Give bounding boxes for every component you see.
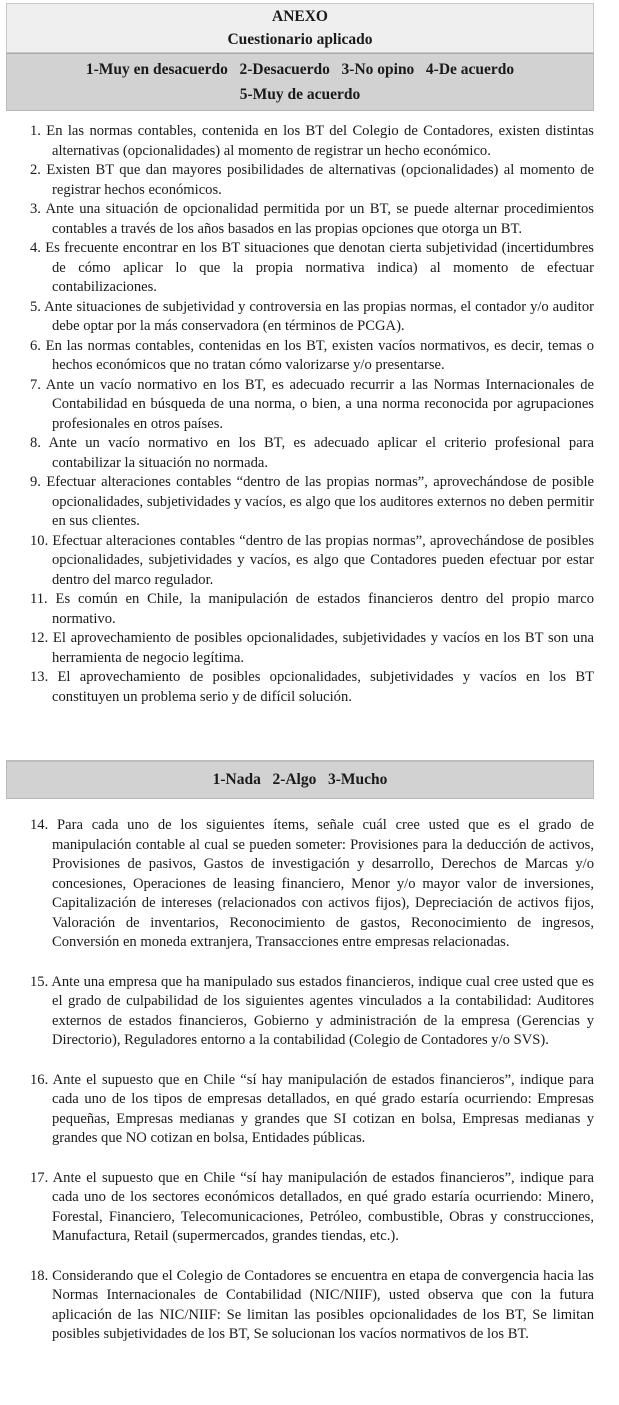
annex-title: ANEXO [272, 8, 328, 25]
question-1: 1. En las normas contables, contenida en los BT del Colegio de Contadores, existen distintas alternativas (opcionalidades) al momento de registrar un hecho económico. [30, 123, 594, 159]
annex-header [6, 3, 594, 111]
question-11: 11. Es común en Chile, la manipulación de estados financieros dentro del propio marco normativo. [30, 591, 594, 627]
question-15: 15. Ante una empresa que ha manipulado sus estados financieros, indique cual cree usted que es el grado de culpabilidad de los siguientes agentes vinculados a la contabilidad: Auditores externos de estados financieros, Gobierno y administración de la empresa (Gerencias y Directorio), Reguladores entorno a la contabilidad (Colegio de Contadores y/o SVS). [30, 973, 594, 1048]
degree-scale: 1-Nada 2-Algo 3-Mucho [212, 771, 388, 788]
question-8: 8. Ante un vacío normativo en los BT, es adecuado aplicar el criterio profesional para contabilizar la situación no normada. [30, 435, 594, 471]
question-13: 13. El aprovechamiento de posibles opcionalidades, subjetividades y vacíos en los BT constituyen un problema serio y de difícil solución. [30, 669, 594, 705]
questionnaire-subtitle: Cuestionario aplicado [227, 31, 373, 48]
question-12: 12. El aprovechamiento de posibles opcionalidades, subjetividades y vacíos en los BT son una herramienta de negocio legítima. [30, 630, 594, 666]
question-18: 18. Considerando que el Colegio de Contadores se encuentra en etapa de convergencia hacia las Normas Internacionales de Contabilidad (NIC/NIIF), usted observa que con la futura aplicación de las NIC/NIIF: Se limitan las posibles opcionalidades de los BT, Se limitan posibles subjetividades de los BT, Se solucionan los vacíos normativos de los BT. [30, 1267, 594, 1342]
question-2: 2. Existen BT que dan mayores posibilidades de alternativas (opcionalidades) al momento de registrar hechos económicos. [30, 162, 594, 198]
question-9: 9. Efectuar alteraciones contables “dentro de las propias normas”, aprovechándose de posible opcionalidades, subjetividades y vacíos, es algo que los auditores externos no deben permitir en sus clientes. [30, 474, 594, 529]
questions-section-1 [28, 122, 594, 707]
question-3: 3. Ante una situación de opcionalidad permitida por un BT, se puede alternar procedimientos contables a través de los años basados en las propias opciones que otorga un BT. [30, 201, 594, 237]
question-6: 6. En las normas contables, contenidas en los BT, existen vacíos normativos, es decir, temas o hechos económicos que no tratan cómo valorizarse y/o presentarse. [30, 337, 594, 373]
degree-scale-box [6, 760, 594, 799]
question-17: 17. Ante el supuesto que en Chile “sí hay manipulación de estados financieros”, indique para cada uno de los sectores económicos detallados, en qué grado estaría ocurriendo: Minero, Forestal, Financiero, Telecomunicaciones, Petróleo, combustible, Obras y construcciones, Manufactura, Retail (supermercados, grandes tiendas, etc.). [30, 1169, 594, 1244]
question-14: 14. Para cada uno de los siguientes ítems, señale cuál cree usted que es el grado de manipulación contable al cual se pueden someter: Provisiones para la deducción de activos, Provisiones de pasivos, Gastos de investigación y desarrollo, Derechos de Marcas y/o concesiones, Operaciones de leasing financiero, Menor y/o mayor valor de inversiones, Capitalización de intereses (relacionados con activos fijos), Depreciación de activos fijos, Valoración de inventarios, Reconocimiento de gastos, Reconocimiento de ingresos, Conversión en moneda extranjera, Transacciones entre empresas relacionadas. [30, 817, 594, 950]
likert-scale-box [6, 53, 594, 111]
likert-scale-line-2: 5-Muy de acuerdo [239, 86, 361, 103]
question-16: 16. Ante el supuesto que en Chile “sí hay manipulación de estados financieros”, indique para cada uno de los tipos de empresas detallados, en qué grado estaría ocurriendo: Empresas pequeñas, Empresas medianas y grandes que SI cotizan en bolsa, Empresas medianas y grandes que NO cotizan en bolsa, Entidades públicas. [30, 1071, 594, 1146]
question-7: 7. Ante un vacío normativo en los BT, es adecuado recurrir a las Normas Internacionales de Contabilidad en búsqueda de una norma, o bien, a una norma reconocida por agrupaciones profesionales en otros países. [30, 376, 594, 432]
likert-scale-line-1: 1-Muy en desacuerdo 2-Desacuerdo 3-No opino 4-De acuerdo [85, 61, 515, 78]
question-5: 5. Ante situaciones de subjetividad y controversia en las propias normas, el contador y/o auditor debe optar por la más conservadora (en términos de PCGA). [30, 298, 594, 334]
header-title-box [6, 3, 594, 53]
questions-section-2 [28, 816, 594, 1365]
question-10: 10. Efectuar alteraciones contables “dentro de las propias normas”, aprovechándose de posibles opcionalidades, subjetividades y vacíos, es algo que Contadores pueden efectuar por estar dentro del marco regulador. [30, 532, 594, 588]
question-4: 4. Es frecuente encontrar en los BT situaciones que denotan cierta subjetividad (incertidumbres de cómo aplicar lo que la propia normativa indica) al momento de efectuar contabilizaciones. [30, 240, 594, 295]
